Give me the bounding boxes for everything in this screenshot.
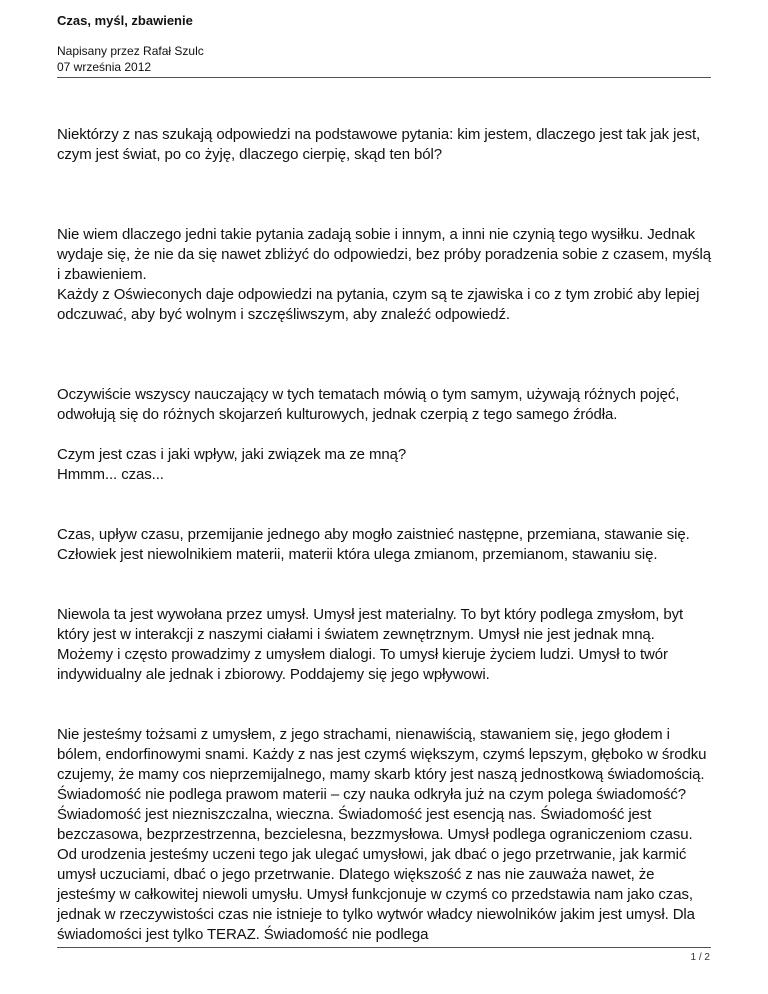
article-meta <box>57 43 711 75</box>
header-divider <box>57 77 711 78</box>
paragraph-1: Niektórzy z nas szukają odpowiedzi na podstawowe pytania: kim jestem, dlaczego jest tak jak jest, czym jest świat, po co żyję, dlaczego cierpię, skąd ten ból? <box>57 126 701 163</box>
paragraph-4b: Hmmm... czas... <box>57 466 164 483</box>
paragraph-7: Nie jesteśmy tożsami z umysłem, z jego strachami, nienawiścią, stawaniem się, jego głodem i bólem, endorfinowymi snami. Każdy z nas jest czymś większym, czymś lepszym, głęboko w środku czujemy, że mamy cos nieprzemijalnego, mamy skarb który jest naszą jednostkową świadomością. Świadomość nie podlega prawom materii – czy nauka odkryła już na czym polega świadomość? Świadomość jest niezniszczalna, wieczna. Świadomość jest esencją nas. Świadomość jest bezczasowa, bezprzestrzenna, bezcielesna, bezzmysłowa. Umysł podlega ograniczeniom czasu. Od urodzenia jesteśmy uczeni tego jak ulegać umysłowi, jak dbać o jego przetrwanie, jak karmić umysł uczuciami, dbać o jego przetrwanie. Dlatego większość z nas nie zauważa nawet, że jesteśmy w całkowitej niewoli umysłu. Umysł funkcjonuje w czymś co przedstawia nam jako czas, jednak w rzeczywistości czas nie istnieje to tylko wytwór władcy niewolników jakim jest umysł. Dla świadomości jest tylko TERAZ. Świadomość nie podlega <box>57 726 707 943</box>
document-title: Czas, myśl, zbawienie <box>57 13 193 28</box>
paragraph-6: Niewola ta jest wywołana przez umysł. Umysł jest materialny. To byt który podlega zmysłom, byt który jest w interakcji z naszymi ciałami i światem zewnętrznym. Umysł nie jest jednak mną. Możemy i często prowadzimy z umysłem dialogi. To umysł kieruje życiem ludzi. Umysł to twór indywidualny ale jednak i zbiorowy. Poddajemy się jego wpływowi. <box>57 606 684 683</box>
page-header <box>57 12 711 75</box>
article-body <box>57 125 711 945</box>
footer-divider <box>57 947 711 948</box>
author-line: Napisany przez Rafał Szulc <box>57 44 204 58</box>
paragraph-5: Czas, upływ czasu, przemijanie jednego aby mogło zaistnieć następne, przemiana, stawanie się. Człowiek jest niewolnikiem materii, materii która ulega zmianom, przemianom, stawaniu się. <box>57 526 690 563</box>
paragraph-4a: Czym jest czas i jaki wpływ, jaki związek ma ze mną? <box>57 446 407 463</box>
paragraph-3: Oczywiście wszyscy nauczający w tych tematach mówią o tym samym, używają różnych pojęć, odwołują się do różnych skojarzeń kulturowych, jednak czerpią z tego samego źródła. <box>57 386 680 423</box>
paragraph-2b: Każdy z Oświeconych daje odpowiedzi na pytania, czym są te zjawiska i co z tym zrobić aby lepiej odczuwać, aby być wolnym i szczęśliwszym, aby znaleźć odpowiedź. <box>57 286 700 323</box>
page-number: 1 / 2 <box>690 952 710 963</box>
paragraph-2a: Nie wiem dlaczego jedni takie pytania zadają sobie i innym, a inni nie czynią tego wysiłku. Jednak wydaje się, że nie da się nawet zbliżyć do odpowiedzi, bez próby poradzenia sobie z czasem, myślą i zbawieniem. <box>57 226 711 283</box>
date-line: 07 września 2012 <box>57 60 152 74</box>
